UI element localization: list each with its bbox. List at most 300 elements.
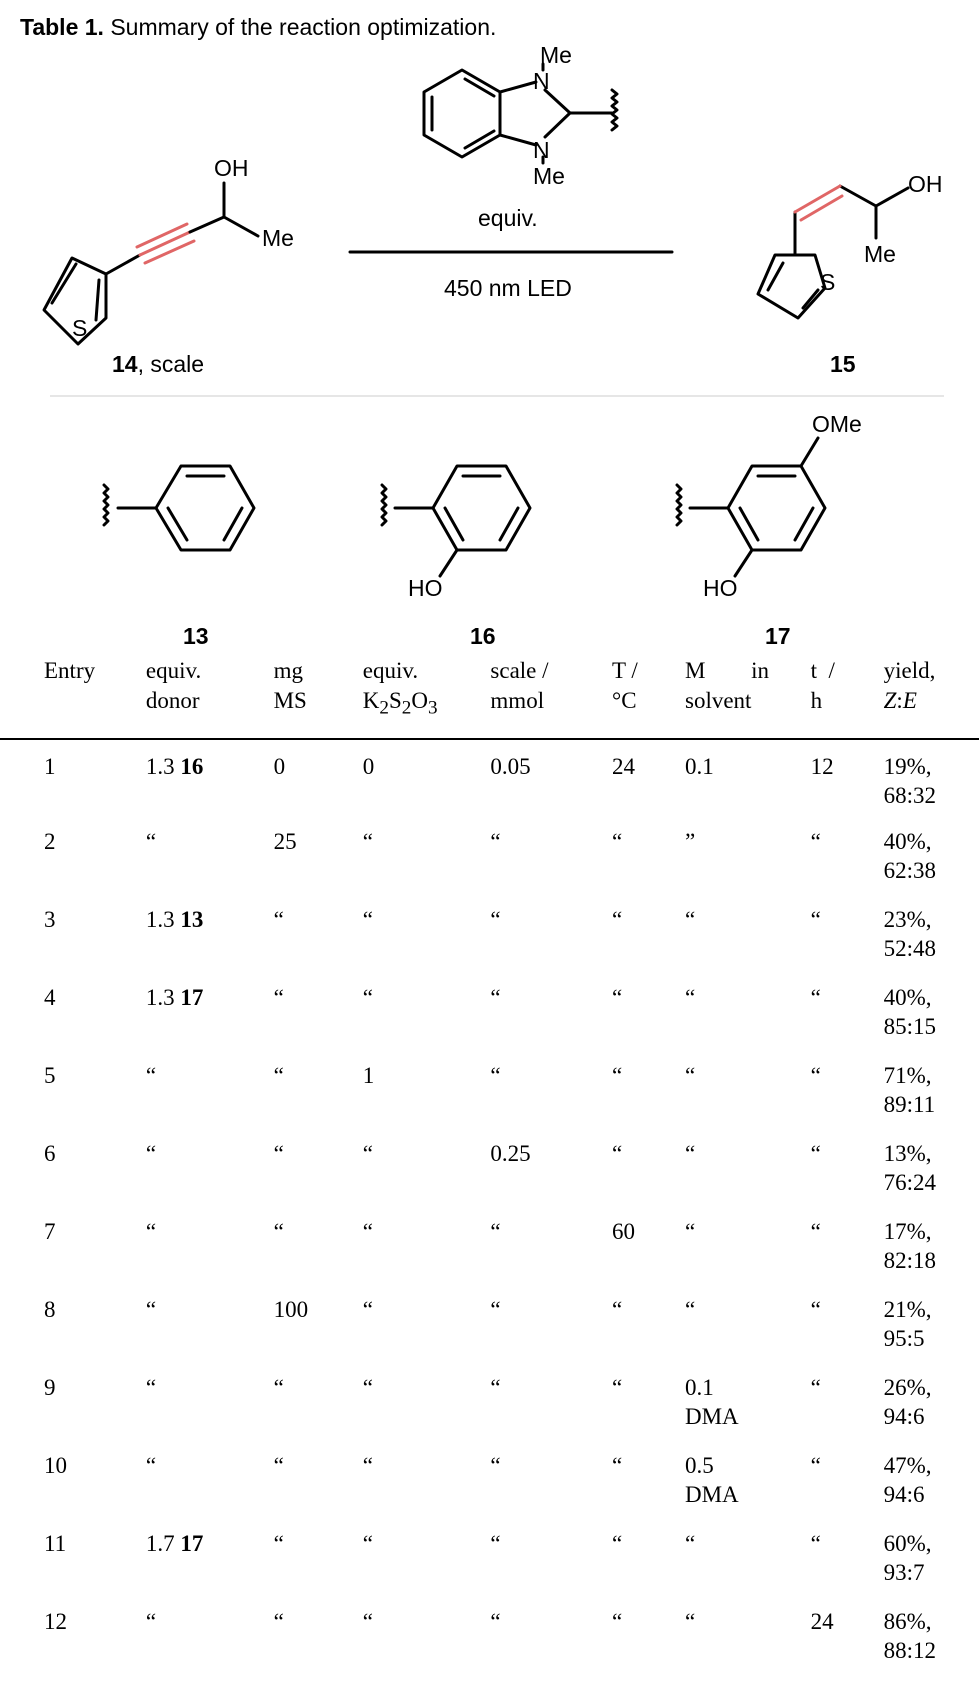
- cell-molarity: [681, 739, 807, 817]
- start-s: S: [72, 315, 88, 341]
- header-yield: [880, 652, 979, 739]
- table-row: [0, 1285, 979, 1363]
- cell-donor: [142, 739, 270, 817]
- cell-donor: [142, 1519, 270, 1597]
- solvent-value: DMA: [685, 1481, 739, 1507]
- cell-molarity: [681, 1285, 807, 1363]
- cell-yield: [880, 895, 979, 973]
- header-ms-1: mg: [273, 658, 303, 683]
- ze-ratio: 94:6: [883, 1403, 925, 1429]
- yield-value: 19%,: [883, 753, 932, 779]
- cell-time: [807, 973, 880, 1051]
- time-value: “: [810, 1140, 821, 1166]
- reagent-n-top: N: [533, 68, 550, 94]
- table-row: [0, 1519, 979, 1597]
- donor-amount: “: [145, 1452, 157, 1478]
- cell-k2s2o3: [359, 1441, 487, 1519]
- cell-donor: [142, 1051, 270, 1129]
- donor-amount: “: [145, 1296, 157, 1322]
- cell-scale: [486, 1207, 608, 1285]
- k2s2o3-value: “: [362, 828, 373, 854]
- header-ms: [270, 652, 359, 739]
- cell-entry: [0, 1441, 142, 1519]
- donor-amount: 1.3: [145, 753, 175, 779]
- start-label: [112, 351, 204, 377]
- cell-ms: [270, 895, 359, 973]
- cell-k2s2o3: [359, 1597, 487, 1675]
- ms-value: “: [273, 1062, 284, 1088]
- cell-k2s2o3: [359, 1207, 487, 1285]
- temperature-value: “: [612, 1140, 623, 1166]
- cell-molarity: [681, 1129, 807, 1207]
- ms-value: 25: [273, 828, 297, 854]
- cell-donor: [142, 895, 270, 973]
- table-row: [0, 973, 979, 1051]
- entry-value: 1: [44, 753, 56, 779]
- yield-value: 21%,: [883, 1296, 932, 1322]
- k2s2o3-value: “: [362, 1608, 373, 1634]
- header-k-sub2: 2: [401, 697, 412, 719]
- cell-yield: [880, 1363, 979, 1441]
- donor-amount: 1.3: [145, 984, 175, 1010]
- header-yield-z: Z: [883, 688, 897, 713]
- temperature-value: 24: [612, 753, 636, 779]
- header-ms-2: MS: [273, 688, 307, 713]
- cell-temperature: [608, 1129, 681, 1207]
- cell-temperature: [608, 1285, 681, 1363]
- cell-k2s2o3: [359, 1285, 487, 1363]
- molarity-value: “: [685, 1608, 696, 1634]
- k2s2o3-value: “: [362, 984, 373, 1010]
- donor-id: 17: [180, 984, 204, 1010]
- cell-entry: [0, 1207, 142, 1285]
- scale-value: “: [490, 984, 501, 1010]
- ze-ratio: 89:11: [883, 1091, 936, 1117]
- entry-value: 11: [44, 1530, 67, 1556]
- cell-k2s2o3: [359, 739, 487, 817]
- molarity-value: 0.1: [685, 1374, 714, 1400]
- table-row: [0, 1597, 979, 1675]
- k2s2o3-value: 0: [362, 753, 375, 779]
- cell-yield: [880, 973, 979, 1051]
- cell-temperature: [608, 1207, 681, 1285]
- table-header-row: [0, 652, 979, 739]
- cell-molarity: [681, 1051, 807, 1129]
- donor-amount: “: [145, 1062, 157, 1088]
- donor-id: 13: [180, 906, 204, 932]
- ms-value: “: [273, 984, 284, 1010]
- ms-value: “: [273, 1218, 284, 1244]
- cell-temperature: [608, 739, 681, 817]
- header-temp-2: °C: [612, 688, 637, 713]
- entry-value: 3: [44, 906, 56, 932]
- cell-scale: [486, 739, 608, 817]
- temperature-value: “: [612, 1374, 623, 1400]
- start-oh: OH: [214, 155, 249, 181]
- product-label: 15: [830, 351, 856, 377]
- scale-value: “: [490, 828, 501, 854]
- reaction-scheme: [0, 0, 979, 400]
- cell-time: [807, 1285, 880, 1363]
- cell-yield: [880, 1051, 979, 1129]
- ms-value: “: [273, 1140, 284, 1166]
- ze-ratio: 82:18: [883, 1247, 937, 1273]
- section-divider: [50, 395, 944, 397]
- header-yield-1: yield,: [883, 658, 936, 683]
- header-time-1: t /: [810, 658, 835, 683]
- header-k2s2o3: [359, 652, 487, 739]
- donor-amount: 1.3: [145, 906, 175, 932]
- entry-value: 7: [44, 1218, 56, 1244]
- cell-ms: [270, 817, 359, 895]
- cell-donor: [142, 817, 270, 895]
- temperature-value: “: [612, 1062, 623, 1088]
- entry-value: 8: [44, 1296, 56, 1322]
- reaction-condition: 450 nm LED: [444, 275, 572, 301]
- yield-value: 40%,: [883, 984, 932, 1010]
- temperature-value: “: [612, 1608, 623, 1634]
- ze-ratio: 52:48: [883, 935, 937, 961]
- table-row: [0, 1207, 979, 1285]
- ze-ratio: 88:12: [883, 1637, 937, 1663]
- donor-17-ome: OMe: [812, 411, 862, 437]
- reagent-top-me: Me: [540, 42, 572, 68]
- time-value: “: [810, 1374, 821, 1400]
- scale-value: 0.25: [490, 1140, 531, 1166]
- cell-entry: [0, 1129, 142, 1207]
- yield-value: 40%,: [883, 828, 932, 854]
- header-k-s: S: [388, 688, 402, 713]
- ms-value: “: [273, 1452, 284, 1478]
- cell-molarity: [681, 1363, 807, 1441]
- cell-molarity: [681, 1519, 807, 1597]
- molarity-value: “: [685, 1140, 696, 1166]
- start-me: Me: [262, 225, 294, 251]
- cell-scale: [486, 1285, 608, 1363]
- header-donor-1: equiv.: [145, 658, 202, 683]
- ze-ratio: 85:15: [883, 1013, 937, 1039]
- time-value: “: [810, 1296, 821, 1322]
- table-row: [0, 895, 979, 973]
- donor-13-structure: [104, 466, 254, 550]
- cell-scale: [486, 895, 608, 973]
- molarity-value: “: [685, 1062, 696, 1088]
- cell-ms: [270, 739, 359, 817]
- start-label-num: 14: [112, 351, 138, 377]
- cell-molarity: [681, 973, 807, 1051]
- donor-17-ho: HO: [703, 575, 738, 601]
- cell-donor: [142, 1363, 270, 1441]
- ze-ratio: 93:7: [883, 1559, 925, 1585]
- yield-value: 17%,: [883, 1218, 932, 1244]
- cell-time: [807, 1129, 880, 1207]
- cell-time: [807, 1207, 880, 1285]
- header-m-2: solvent: [685, 688, 752, 713]
- donor-amount: 1.7: [145, 1530, 175, 1556]
- time-value: “: [810, 906, 821, 932]
- donor-amount: “: [145, 1608, 157, 1634]
- time-value: “: [810, 1530, 821, 1556]
- cell-k2s2o3: [359, 1129, 487, 1207]
- yield-value: 47%,: [883, 1452, 932, 1478]
- temperature-value: “: [612, 984, 623, 1010]
- cell-ms: [270, 1129, 359, 1207]
- start-label-text: , scale: [137, 351, 205, 377]
- time-value: “: [810, 1218, 821, 1244]
- k2s2o3-value: “: [362, 1452, 373, 1478]
- cell-ms: [270, 1597, 359, 1675]
- cell-entry: [0, 1051, 142, 1129]
- cell-ms: [270, 973, 359, 1051]
- header-time-2: h: [810, 688, 823, 713]
- donor-17-structure: [677, 438, 825, 576]
- table-row: [0, 1363, 979, 1441]
- cell-molarity: [681, 1597, 807, 1675]
- header-yield-e: E: [902, 688, 917, 713]
- caption-label: Table 1.: [20, 14, 104, 40]
- scale-value: “: [490, 1296, 501, 1322]
- scale-value: 0.05: [490, 753, 531, 779]
- optimization-table: [0, 652, 979, 1675]
- entry-value: 10: [44, 1452, 67, 1478]
- entry-value: 5: [44, 1062, 56, 1088]
- scale-value: “: [490, 1062, 501, 1088]
- donor-id: 16: [180, 753, 204, 779]
- ze-ratio: 95:5: [883, 1325, 925, 1351]
- table-row: [0, 1051, 979, 1129]
- entry-value: 6: [44, 1140, 56, 1166]
- header-scale: [486, 652, 608, 739]
- cell-yield: [880, 1441, 979, 1519]
- cell-time: [807, 1519, 880, 1597]
- cell-scale: [486, 1519, 608, 1597]
- yield-value: 60%,: [883, 1530, 932, 1556]
- donor-13-label: 13: [183, 623, 209, 649]
- ms-value: “: [273, 1608, 284, 1634]
- cell-scale: [486, 973, 608, 1051]
- benzimidazoline-structure: [424, 64, 617, 163]
- donor-16-ho: HO: [408, 575, 443, 601]
- cell-k2s2o3: [359, 817, 487, 895]
- yield-value: 71%,: [883, 1062, 932, 1088]
- molarity-value: 0.1: [685, 753, 714, 779]
- header-entry-text: Entry: [44, 658, 96, 683]
- caption-text: Summary of the reaction optimization.: [103, 14, 497, 40]
- header-temperature: [608, 652, 681, 739]
- cell-ms: [270, 1207, 359, 1285]
- cell-temperature: [608, 895, 681, 973]
- temperature-value: “: [612, 1296, 623, 1322]
- scale-value: “: [490, 1608, 501, 1634]
- scale-value: “: [490, 1218, 501, 1244]
- cell-scale: [486, 1051, 608, 1129]
- time-value: 12: [810, 753, 834, 779]
- donor-amount: “: [145, 1218, 157, 1244]
- time-value: “: [810, 984, 821, 1010]
- header-donor-2: donor: [145, 688, 200, 713]
- entry-value: 4: [44, 984, 56, 1010]
- entry-value: 12: [44, 1608, 67, 1634]
- cell-ms: [270, 1363, 359, 1441]
- header-yield-colon: :: [896, 688, 903, 713]
- product-me: Me: [864, 241, 896, 267]
- cell-yield: [880, 739, 979, 817]
- cell-k2s2o3: [359, 1519, 487, 1597]
- cell-yield: [880, 817, 979, 895]
- cell-ms: [270, 1051, 359, 1129]
- molarity-value: “: [685, 1296, 696, 1322]
- cell-scale: [486, 1129, 608, 1207]
- cell-temperature: [608, 817, 681, 895]
- cell-entry: [0, 895, 142, 973]
- product-oh: OH: [908, 171, 943, 197]
- molarity-value: ”: [685, 828, 696, 854]
- reagent-n-bottom: N: [533, 137, 550, 163]
- cell-ms: [270, 1441, 359, 1519]
- cell-entry: [0, 973, 142, 1051]
- header-scale-1: scale /: [490, 658, 549, 683]
- temperature-value: “: [612, 1530, 623, 1556]
- solvent-value: DMA: [685, 1403, 739, 1429]
- entry-value: 9: [44, 1374, 56, 1400]
- ms-value: 0: [273, 753, 286, 779]
- cell-ms: [270, 1519, 359, 1597]
- header-entry: [0, 652, 142, 739]
- header-k-2: K: [362, 688, 380, 713]
- cell-yield: [880, 1285, 979, 1363]
- scale-value: “: [490, 1374, 501, 1400]
- cell-molarity: [681, 1207, 807, 1285]
- alkyne-triple-bond: [137, 217, 224, 263]
- entry-value: 2: [44, 828, 56, 854]
- cell-time: [807, 1597, 880, 1675]
- yield-value: 26%,: [883, 1374, 932, 1400]
- temperature-value: 60: [612, 1218, 636, 1244]
- donor-16-label: 16: [470, 623, 496, 649]
- cell-scale: [486, 1363, 608, 1441]
- scale-value: “: [490, 1530, 501, 1556]
- cell-k2s2o3: [359, 1051, 487, 1129]
- k2s2o3-value: “: [362, 1374, 373, 1400]
- scale-value: “: [490, 1452, 501, 1478]
- header-k-1: equiv.: [362, 658, 419, 683]
- header-k-sub1: 2: [379, 697, 389, 719]
- header-time: [807, 652, 880, 739]
- header-m-a: M: [685, 658, 706, 683]
- time-value: 24: [810, 1608, 834, 1634]
- cell-donor: [142, 1129, 270, 1207]
- time-value: “: [810, 1452, 821, 1478]
- header-k-sub3: 3: [427, 697, 438, 719]
- ze-ratio: 68:32: [883, 782, 937, 808]
- alkene-double-bond: [795, 186, 842, 220]
- yield-value: 13%,: [883, 1140, 932, 1166]
- cell-yield: [880, 1597, 979, 1675]
- scale-value: “: [490, 906, 501, 932]
- product-s: S: [820, 269, 836, 295]
- header-donor: [142, 652, 270, 739]
- time-value: “: [810, 1062, 821, 1088]
- cell-temperature: [608, 1363, 681, 1441]
- cell-yield: [880, 1519, 979, 1597]
- cell-time: [807, 817, 880, 895]
- donor-amount: “: [145, 1140, 157, 1166]
- yield-value: 86%,: [883, 1608, 932, 1634]
- cell-molarity: [681, 895, 807, 973]
- cell-ms: [270, 1285, 359, 1363]
- k2s2o3-value: 1: [362, 1062, 375, 1088]
- donor-17-label: 17: [765, 623, 791, 649]
- ze-ratio: 76:24: [883, 1169, 937, 1195]
- cell-donor: [142, 1285, 270, 1363]
- reagent-equiv: equiv.: [478, 205, 538, 231]
- cell-k2s2o3: [359, 895, 487, 973]
- ze-ratio: 62:38: [883, 857, 937, 883]
- header-m-b: in: [751, 658, 769, 683]
- cell-entry: [0, 817, 142, 895]
- cell-temperature: [608, 973, 681, 1051]
- molarity-value: “: [685, 1530, 696, 1556]
- cell-temperature: [608, 1519, 681, 1597]
- cell-yield: [880, 1207, 979, 1285]
- molarity-value: “: [685, 1218, 696, 1244]
- cell-scale: [486, 817, 608, 895]
- cell-entry: [0, 1285, 142, 1363]
- molarity-value: “: [685, 984, 696, 1010]
- k2s2o3-value: “: [362, 1296, 373, 1322]
- cell-time: [807, 1363, 880, 1441]
- header-temp-1: T /: [612, 658, 638, 683]
- cell-scale: [486, 1441, 608, 1519]
- time-value: “: [810, 828, 821, 854]
- cell-k2s2o3: [359, 973, 487, 1051]
- cell-donor: [142, 973, 270, 1051]
- cell-donor: [142, 1207, 270, 1285]
- donor-amount: “: [145, 1374, 157, 1400]
- cell-entry: [0, 1363, 142, 1441]
- cell-yield: [880, 1129, 979, 1207]
- cell-entry: [0, 1597, 142, 1675]
- cell-time: [807, 895, 880, 973]
- cell-temperature: [608, 1051, 681, 1129]
- k2s2o3-value: “: [362, 906, 373, 932]
- header-k-o: O: [411, 688, 428, 713]
- cell-time: [807, 739, 880, 817]
- header-scale-2: mmol: [490, 688, 545, 713]
- ms-value: 100: [273, 1296, 309, 1322]
- cell-k2s2o3: [359, 1363, 487, 1441]
- donor-16-structure: [382, 466, 530, 576]
- k2s2o3-value: “: [362, 1140, 373, 1166]
- ze-ratio: 94:6: [883, 1481, 925, 1507]
- temperature-value: “: [612, 828, 623, 854]
- cell-molarity: [681, 1441, 807, 1519]
- table-row: [0, 1129, 979, 1207]
- ms-value: “: [273, 906, 284, 932]
- header-molarity: [681, 652, 807, 739]
- ms-value: “: [273, 1374, 284, 1400]
- yield-value: 23%,: [883, 906, 932, 932]
- table-row: [0, 817, 979, 895]
- cell-donor: [142, 1597, 270, 1675]
- temperature-value: “: [612, 906, 623, 932]
- cell-molarity: [681, 817, 807, 895]
- k2s2o3-value: “: [362, 1530, 373, 1556]
- cell-time: [807, 1441, 880, 1519]
- donor-structures: [0, 400, 979, 652]
- reagent-bottom-me: Me: [533, 163, 565, 189]
- ms-value: “: [273, 1530, 284, 1556]
